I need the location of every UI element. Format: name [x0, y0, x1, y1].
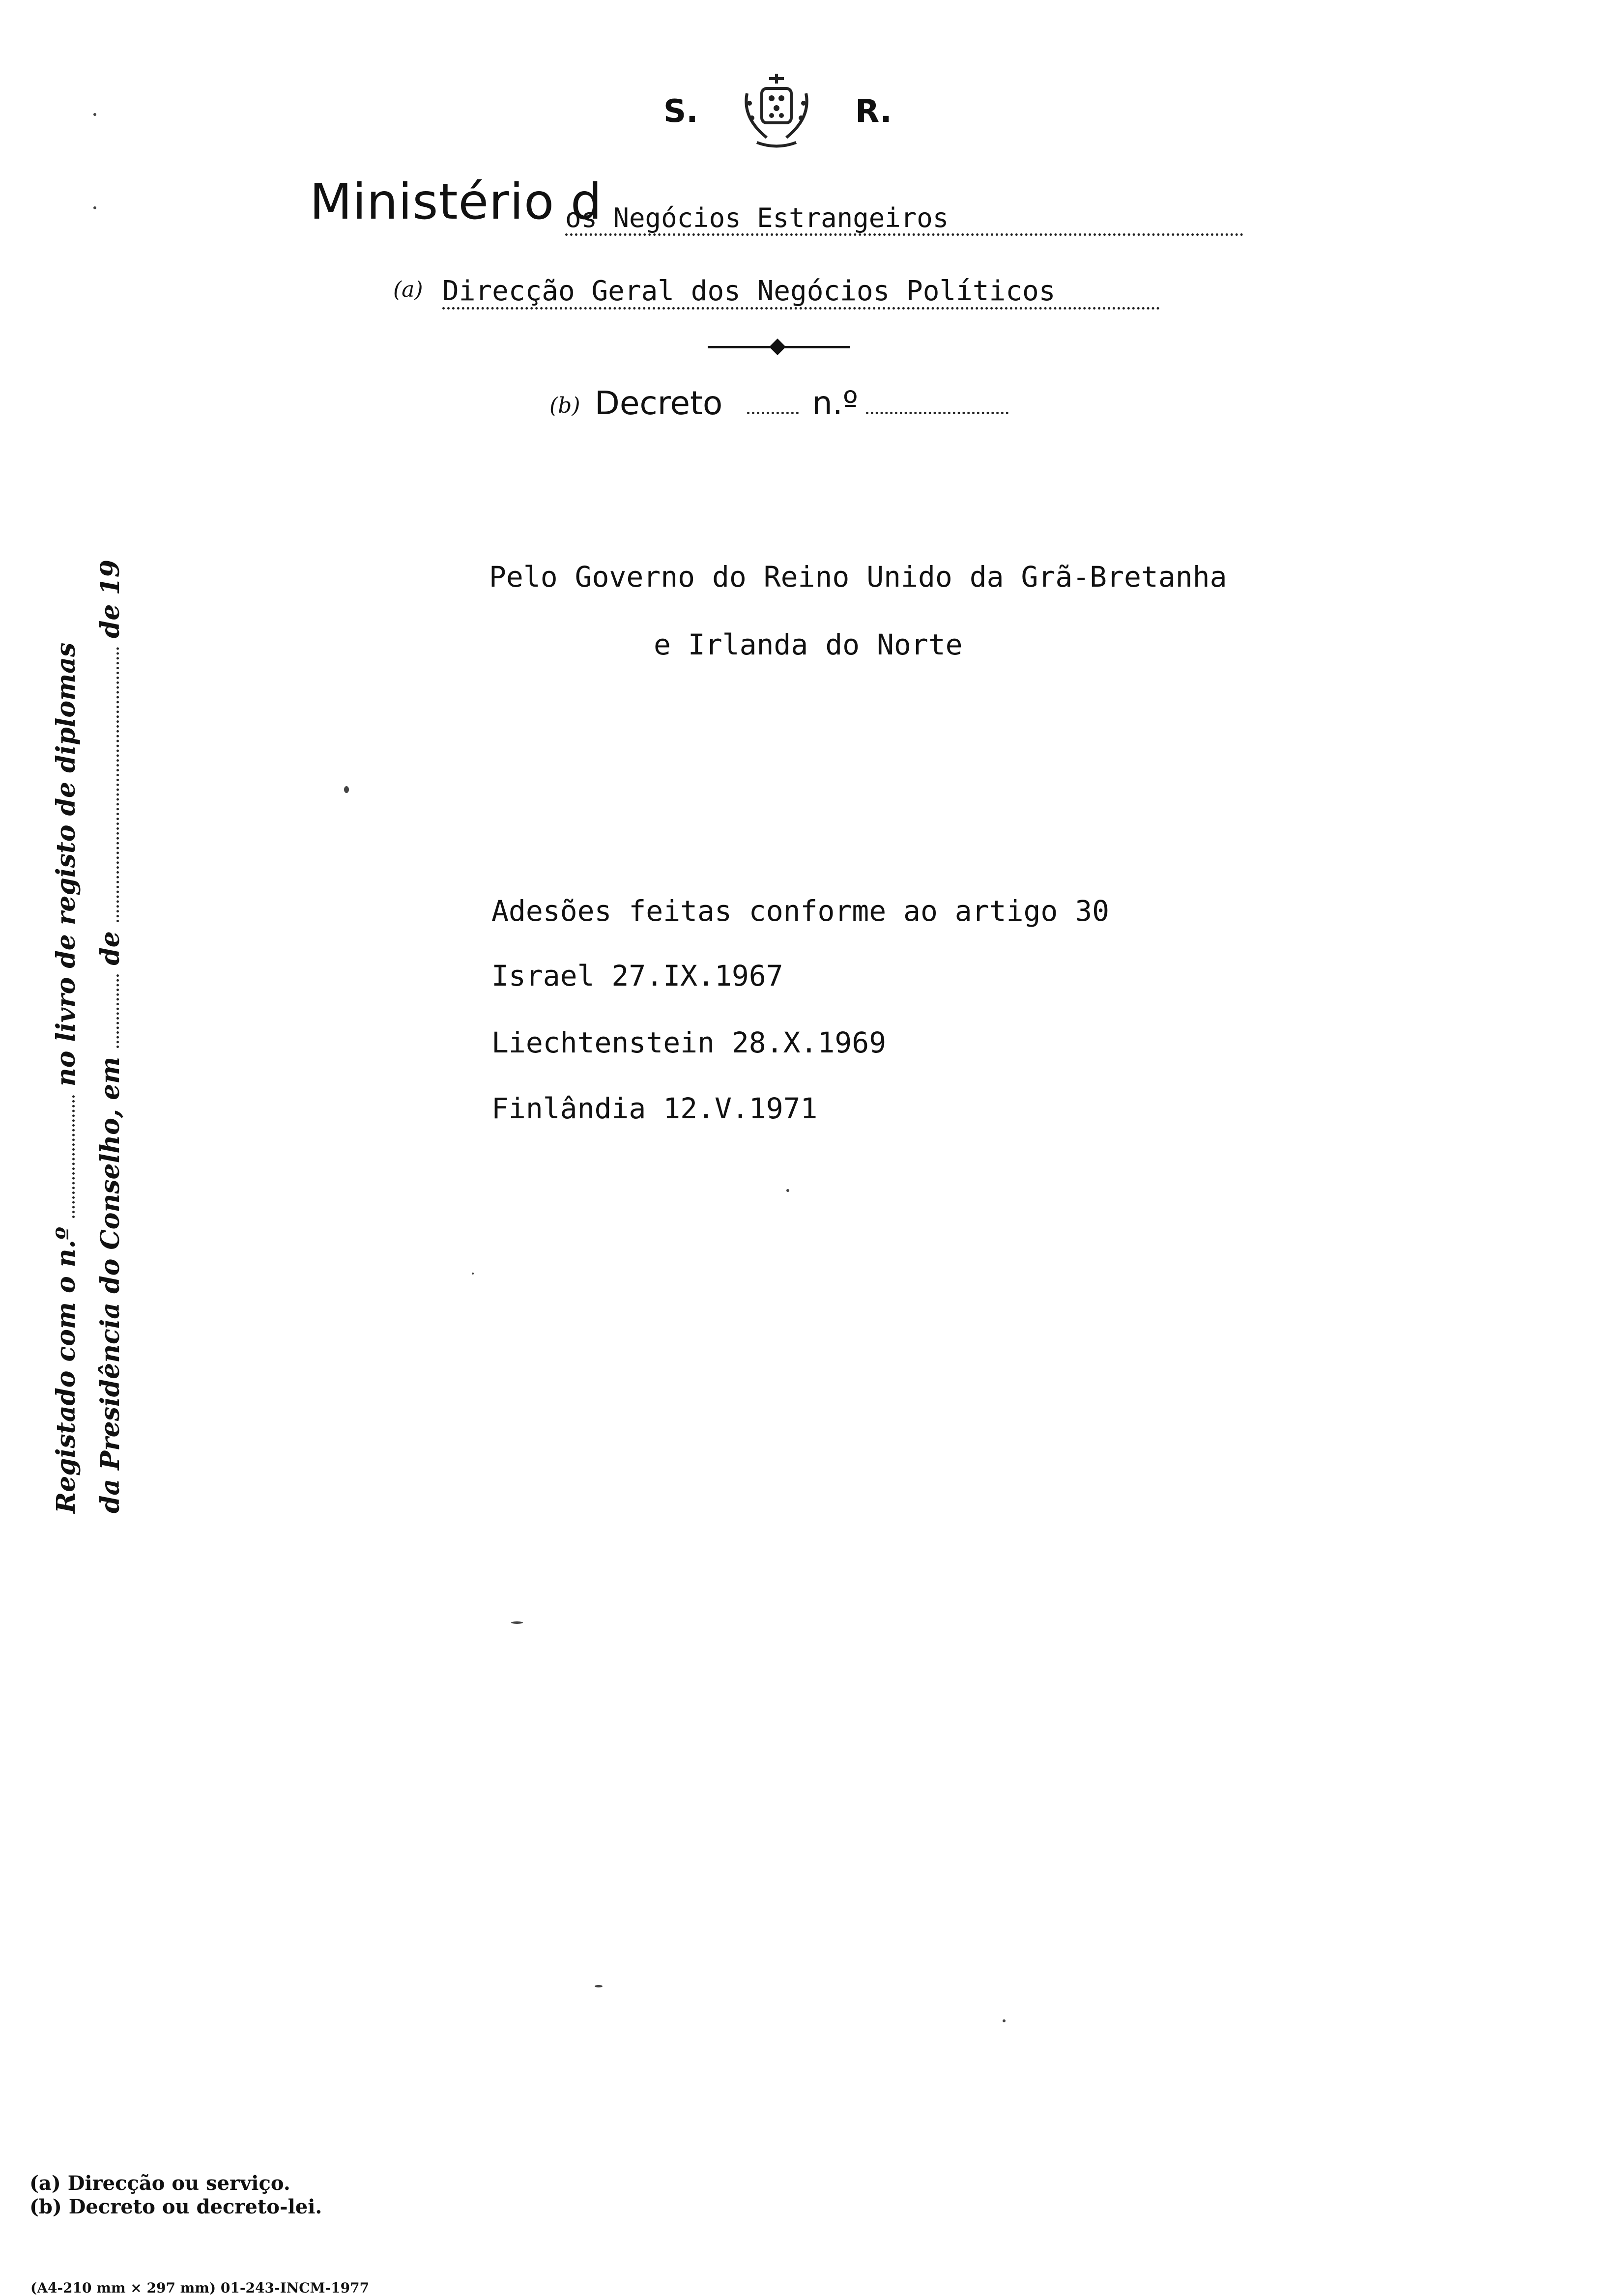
side-note-line-1: Registado com o n.º no livro de registo de diplomas — [51, 642, 81, 1513]
scan-speck — [1003, 2019, 1006, 2022]
scan-speck — [786, 1189, 789, 1192]
body-line-5: Liechtenstein 28.X.1969 — [491, 1026, 887, 1059]
side-note-blank-day — [116, 974, 119, 1048]
header-letter-r: R. — [855, 93, 892, 130]
footnote-b: (b) Decreto ou decreto-lei. — [29, 2195, 322, 2218]
ministry-typed-fill — [565, 202, 1243, 236]
side-note-blank-number — [72, 1095, 75, 1218]
scan-speck — [511, 1621, 523, 1624]
scan-speck — [93, 113, 96, 116]
decree-number-blank — [866, 412, 1008, 414]
registration-side-note — [44, 560, 133, 1513]
body-line-2: e Irlanda do Norte — [654, 628, 963, 661]
scan-speck — [93, 206, 96, 209]
body-line-6: Finlândia 12.V.1971 — [491, 1092, 818, 1125]
scan-speck — [344, 786, 349, 793]
decree-number-label: n.º — [812, 384, 858, 422]
ministry-label: Ministério d — [310, 173, 603, 230]
divider-diamond-icon — [769, 339, 786, 355]
direction-label-a: (a) — [393, 277, 423, 302]
body-line-3: Adesões feitas conforme ao artigo 30 — [491, 894, 1110, 928]
header-letter-s: S. — [663, 93, 698, 130]
decree-type-blank — [747, 412, 799, 414]
body-line-1: Pelo Governo do Reino Unido da Grã-Bretanha — [489, 560, 1227, 594]
body-line-4: Israel 27.IX.1967 — [491, 959, 783, 992]
form-code: (A4-210 mm × 297 mm) 01-243-INCM-1977 — [30, 2280, 370, 2296]
coat-of-arms-icon — [727, 64, 826, 152]
footnote-a: (a) Direcção ou serviço. — [29, 2172, 290, 2195]
side-note-line-2: da Presidência do Conselho, em de de 19 — [95, 560, 125, 1513]
decree-word: Decreto — [595, 384, 723, 422]
side-note-blank-month — [116, 647, 119, 922]
ministry-typed-text: os Negócios Estrangeiros — [565, 202, 949, 233]
direction-typed-text: Direcção Geral dos Negócios Políticos — [442, 275, 1056, 307]
decree-label-b: (b) — [549, 393, 580, 418]
footnotes — [29, 2172, 322, 2219]
scan-speck — [595, 1985, 603, 1987]
scan-speck — [472, 1273, 474, 1275]
direction-typed-fill — [442, 275, 1160, 310]
